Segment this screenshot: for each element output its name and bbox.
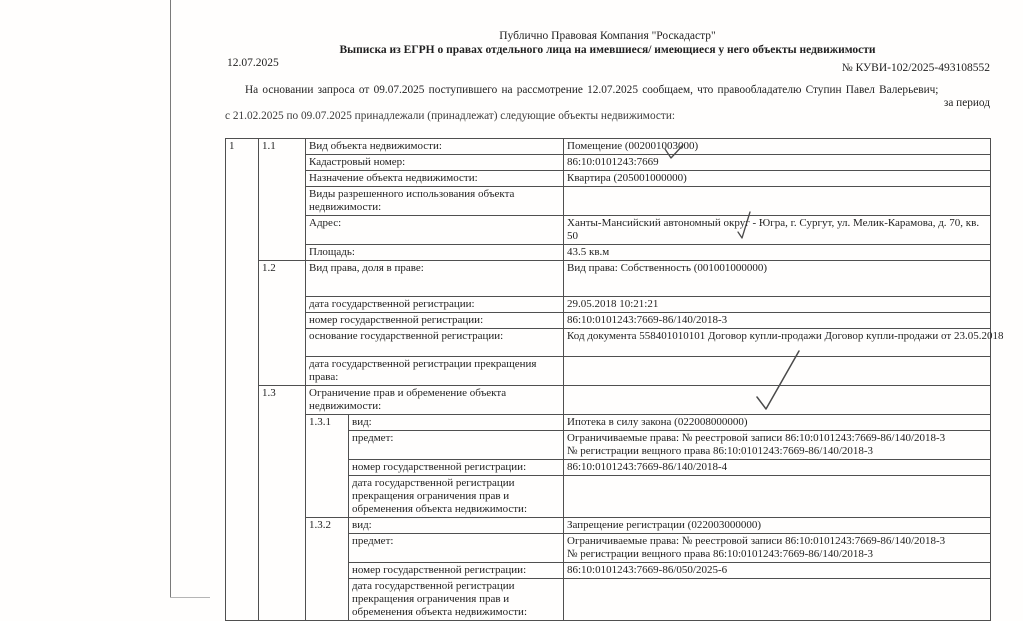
intro-paragraph [225, 84, 990, 122]
field-label-cell: дата государственной регистрации: [306, 297, 564, 313]
field-label-cell: Кадастровый номер: [306, 155, 564, 171]
field-label-cell: Адрес: [306, 216, 564, 245]
field-label-cell: номер государственной регистрации: [306, 313, 564, 329]
property-rights-table [225, 138, 1004, 621]
field-label-cell: Назначение объекта недвижимости: [306, 171, 564, 187]
field-value-cell: 86:10:0101243:7669 [564, 155, 991, 171]
intro-line-2: с 21.02.2025 по 09.07.2025 принадлежали (принадлежат) следующие объекты недвижимости: [225, 110, 676, 122]
scan-frame-corner [170, 597, 210, 598]
field-value-cell: 86:10:0101243:7669-86/140/2018-3 [564, 313, 991, 329]
field-label-cell: Вид объекта недвижимости: [306, 139, 564, 155]
field-value-cell: Ханты-Мансийский автономный округ - Югра, г. Сургут, ул. Мелик-Карамова, д. 70, кв. 50 [564, 216, 991, 245]
field-value-cell [564, 476, 991, 518]
field-label-cell: дата государственной регистрации прекращения ограничения прав и обременения объекта недвижимости: [349, 579, 564, 621]
field-value-cell [564, 187, 991, 216]
document-date: 12.07.2025 [227, 57, 279, 69]
field-value-cell: Ипотека в силу закона (022008000000) [564, 415, 991, 431]
field-value-cell [564, 329, 1004, 357]
section-number-1-2: 1.2 [259, 261, 306, 386]
restricted-rights-line: Ограничиваемые права: № реестровой записи 86:10:0101243:7669-86/140/2018-3 [567, 535, 946, 547]
document-title: Выписка из ЕГРН о правах отдельного лица на имевшиеся/ имеющиеся у него объекты недвижимости [339, 44, 876, 56]
field-label-cell: основание государственной регистрации: [306, 329, 564, 357]
document-number: № КУВИ-102/2025-493108552 [841, 62, 990, 74]
field-label-cell: номер государственной регистрации: [349, 563, 564, 579]
restricted-rights-line: Ограничиваемые права: № реестровой записи 86:10:0101243:7669-86/140/2018-3 [567, 432, 946, 444]
field-value-cell: 29.05.2018 10:21:21 [564, 297, 991, 313]
scan-frame-line [170, 0, 171, 598]
right-registration-line: № регистрации вещного права 86:10:0101243:7669-86/140/2018-3 [567, 445, 874, 457]
field-label-cell: дата государственной регистрации прекращения права: [306, 357, 564, 386]
field-label-cell: вид: [349, 518, 564, 534]
field-value-cell: Квартира (205001000000) [564, 171, 991, 187]
field-value-cell: Помещение (002001003000) [564, 139, 991, 155]
section-number-1-3-2: 1.3.2 [306, 518, 349, 621]
field-value-cell [564, 431, 991, 460]
section-number-1-1: 1.1 [259, 139, 306, 261]
field-value-cell: Вид права: Собственность (001001000000) [564, 261, 991, 297]
intro-line-period: за период [943, 97, 990, 109]
right-registration-line: № регистрации вещного права 86:10:0101243:7669-86/140/2018-3 [567, 548, 874, 560]
intro-line-1: На основании запроса от 09.07.2025 поступившего на рассмотрение 12.07.2025 сообщаем, что правообладателю Ступин Павел Валерьевич; [245, 84, 939, 96]
field-label-cell: Ограничение прав и обременение объекта недвижимости: [306, 386, 564, 415]
section-number-1-3-1: 1.3.1 [306, 415, 349, 518]
field-label-cell: Площадь: [306, 245, 564, 261]
field-value-cell: Запрещение регистрации (022003000000) [564, 518, 991, 534]
field-value-cell [564, 386, 991, 415]
field-value-cell: 43.5 кв.м [564, 245, 991, 261]
object-index: 1 [226, 139, 259, 621]
field-label-cell: дата государственной регистрации прекращения ограничения прав и обременения объекта недвижимости: [349, 476, 564, 518]
field-value-text: Код документа 558401010101 Договор купли-продажи Договор купли-продажи от 23.05.2018 [567, 330, 1004, 342]
field-value-cell [564, 579, 991, 621]
section-number-1-3: 1.3 [259, 386, 306, 621]
field-value-cell: 86:10:0101243:7669-86/050/2025-6 [564, 563, 991, 579]
field-value-cell [564, 357, 991, 386]
field-label-cell: Виды разрешенного использования объекта недвижимости: [306, 187, 564, 216]
field-value-cell: 86:10:0101243:7669-86/140/2018-4 [564, 460, 991, 476]
organization-name: Публично Правовая Компания "Роскадастр" [499, 30, 716, 42]
field-label-cell: предмет: [349, 534, 564, 563]
field-label-cell: предмет: [349, 431, 564, 460]
field-label-cell: номер государственной регистрации: [349, 460, 564, 476]
field-value-cell [564, 534, 991, 563]
field-label-cell: вид: [349, 415, 564, 431]
field-label-cell: Вид права, доля в праве: [306, 261, 564, 297]
